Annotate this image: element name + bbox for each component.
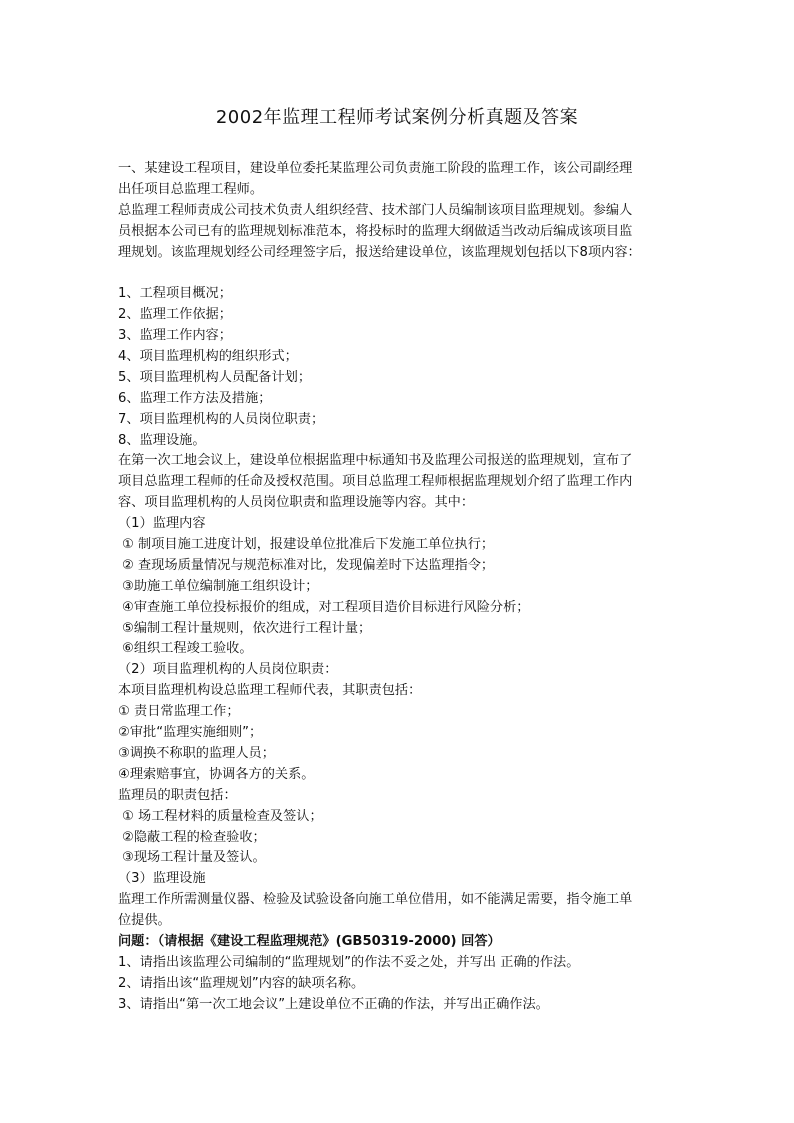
section-heading: （3）监理设施 [118, 871, 206, 887]
list-item: 6、监理工作方法及措施； [118, 390, 272, 406]
list-item: ②隐蔽工程的检查验收； [122, 829, 266, 845]
paragraph-line: 监理员的职责包括： [118, 787, 237, 803]
paragraph-line: 理规划。该监理规划经公司经理签字后，报送给建设单位，该监理规划包括以下8项内容： [118, 244, 641, 260]
paragraph-line: 出任项目总监理工程师。 [118, 181, 264, 197]
question-item: 1、请指出该监理公司编制的“监理规划”的作法不妥之处，并写出 正确的作法。 [118, 954, 580, 970]
list-item: ② 查现场质量情况与规范标准对比，发现偏差时下达监理指令； [122, 557, 495, 573]
document-title: 2002年监理工程师考试案例分析真题及答案 [215, 107, 579, 128]
list-item: ① 责日常监理工作； [118, 704, 240, 720]
list-item: 1、工程项目概况； [118, 286, 232, 302]
paragraph-line: 容、项目监理机构的人员岗位职责和监理设施等内容。其中： [118, 495, 475, 511]
list-item: ① 制项目施工进度计划，报建设单位批准后下发施工单位执行； [122, 537, 495, 553]
list-item: ⑥组织工程竣工验收。 [122, 641, 253, 657]
list-item: ④审查施工单位投标报价的组成，对工程项目造价目标进行风险分析； [122, 599, 530, 615]
question-item: 3、请指出“第一次工地会议”上建设单位不正确的作法，并写出正确作法。 [118, 996, 549, 1012]
list-item: 7、项目监理机构的人员岗位职责； [118, 411, 325, 427]
paragraph-line: 在第一次工地会议上，建设单位根据监理中标通知书及监理公司报送的监理规划，宣布了 [118, 453, 633, 469]
paragraph-line: 位提供。 [118, 913, 171, 929]
paragraph-line: 本项目监理机构设总监理工程师代表，其职责包括： [118, 683, 422, 699]
list-item: ⑤编制工程计量规则，依次进行工程计量； [122, 620, 372, 636]
list-item: ②审批“监理实施细则”； [118, 725, 263, 741]
document-body [118, 159, 684, 1016]
question-heading: 问题：（请根据《建设工程监理规范》(GB50319-2000) 回答） [118, 933, 501, 949]
paragraph-line: 监理工作所需测量仪器、检验及试验设备向施工单位借用，如不能满足需要，指令施工单 [118, 892, 633, 908]
paragraph-line: 员根据本公司已有的监理规划标准范本，将投标时的监理大纲做适当改动后编成该项目监 [118, 223, 633, 239]
list-item: ③现场工程计量及签认。 [122, 850, 266, 866]
list-item: ③调换不称职的监理人员； [118, 745, 275, 761]
paragraph-line: 一、某建设工程项目，建设单位委托某监理公司负责施工阶段的监理工作，该公司副经理 [118, 161, 633, 176]
section-heading: （1）监理内容 [118, 516, 206, 532]
list-item: ① 场工程材料的质量检查及签认； [122, 808, 323, 824]
paragraph-line: 总监理工程师责成公司技术负责人组织经营、技术部门人员编制该项目监理规划。参编人 [118, 202, 633, 218]
section-heading: （2）项目监理机构的人员岗位职责： [118, 662, 338, 678]
blank-line [118, 263, 684, 284]
list-item: 2、监理工作依据； [118, 307, 232, 323]
question-item: 2、请指出该“监理规划”内容的缺项名称。 [118, 975, 365, 991]
list-item: ④理索赔事宜，协调各方的关系。 [118, 766, 315, 782]
list-item: 4、项目监理机构的组织形式； [118, 349, 298, 365]
list-item: 5、项目监理机构人员配备计划； [118, 369, 312, 385]
paragraph-line: 项目总监理工程师的任命及授权范围。项目总监理工程师根据监理规划介绍了监理工作内 [118, 474, 633, 490]
list-item: ③助施工单位编制施工组织设计； [122, 578, 319, 594]
list-item: 3、监理工作内容； [118, 328, 232, 344]
list-item: 8、监理设施。 [118, 432, 206, 448]
